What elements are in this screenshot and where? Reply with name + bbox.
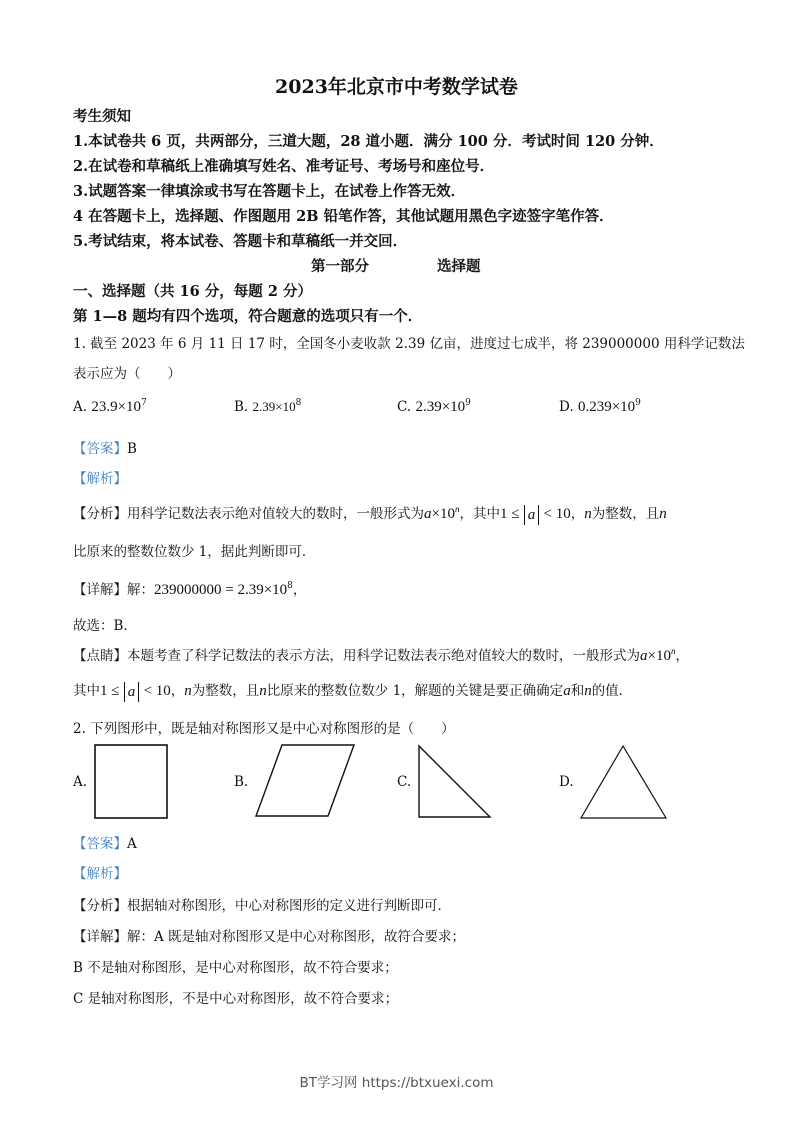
q1-stem-line1: 1. 截至 2023 年 6 月 11 日 17 时，全国冬小麦收款 2.39 亿亩，进度过七成半，将 239000000 用科学记数法 — [73, 336, 745, 352]
notice-item: 4 在答题卡上，选择题、作图题用 2B 铅笔作答，其他试题用黑色字迹签字笔作答． — [73, 208, 614, 225]
q2-option-c-label: C. — [397, 774, 412, 790]
q1-dianjing-line2: 其中1 ≤ a < 10，n为整数，且n比原来的整数位数少 1，解题的关键是要正确确定a和n的值． — [73, 683, 633, 700]
page-title: 2023年北京市中考数学试卷 — [275, 76, 518, 98]
isosceles-triangle-figure — [576, 740, 672, 825]
notice-item: 2.在试卷和草稿纸上准确填写姓名、准考证号、考场号和座位号． — [73, 158, 495, 175]
q2-answer: 【答案】A — [73, 836, 137, 852]
q1-option-c: C. $2.39\times 10^9$ — [397, 398, 471, 415]
parallelogram-figure — [250, 740, 360, 825]
q1-xiangjie: 【详解】解：$239000000 = 2.39\times 10^8$， — [73, 581, 307, 598]
q1-option-a: A. $23.9\times 10^7$ — [73, 398, 147, 415]
footer-watermark: BT学习网 https://btxuexi.com — [299, 1075, 494, 1091]
q1-answer: 【答案】B — [73, 441, 137, 457]
q1-option-b: B. $2.39\times 10^8$ — [234, 398, 302, 415]
part-name: 第一部分 — [311, 258, 369, 275]
q1-stem-line2: 表示应为（ ） — [73, 366, 181, 382]
q2-option-d-label: D. — [559, 774, 574, 790]
notice-heading: 考生须知 — [73, 108, 131, 125]
q1-option-d: D. $0.239\times 10^9$ — [559, 398, 641, 415]
q2-analysis-label: 【解析】 — [73, 866, 127, 882]
notice-item: 5.考试结束，将本试卷、答题卡和草稿纸一并交回． — [73, 233, 408, 250]
q2-option-b-label: B. — [234, 774, 249, 790]
q2-fenxi: 【分析】根据轴对称图形，中心对称图形的定义进行判断即可． — [73, 898, 451, 914]
q2-xiangjie: 【详解】解：A 既是轴对称图形又是中心对称图形，故符合要求； — [73, 929, 466, 945]
q2-option-a-label: A. — [73, 774, 88, 790]
notice-item: 1.本试卷共 6 页，共两部分，三道大题，28 道小题．满分 100 分．考试时间 120 分钟． — [73, 133, 664, 150]
q2-stem: 2. 下列图形中，既是轴对称图形又是中心对称图形的是（ ） — [73, 721, 455, 737]
q1-analysis-label: 【解析】 — [73, 471, 127, 487]
q1-fenxi-line1: 【分析】用科学记数法表示绝对值较大的数时，一般形式为$a\times 10^n$，其中1 ≤ a < 10，n为整数，且n — [73, 504, 667, 523]
square-figure — [90, 740, 175, 825]
part-type: 选择题 — [437, 258, 481, 275]
right-triangle-figure — [414, 740, 499, 825]
section-heading: 一、选择题（共 16 分，每题 2 分） — [73, 283, 312, 300]
q1-dianjing-line1: 【点睛】本题考查了科学记数法的表示方法，用科学记数法表示绝对值较大的数时，一般形式为$a\times 10^n$， — [73, 646, 689, 664]
section-instruction: 第 1—8 题均有四个选项，符合题意的选项只有一个． — [73, 308, 423, 325]
notice-item: 3.试题答案一律填涂或书写在答题卡上，在试卷上作答无效． — [73, 183, 466, 200]
q2-line-c: C 是轴对称图形，不是中心对称图形，故不符合要求； — [73, 991, 399, 1007]
q1-fenxi-line2: 比原来的整数位数少 1，据此判断即可． — [73, 544, 316, 560]
q2-line-b: B 不是轴对称图形，是中心对称图形，故不符合要求； — [73, 960, 398, 976]
q1-conclusion: 故选：B． — [73, 618, 137, 634]
